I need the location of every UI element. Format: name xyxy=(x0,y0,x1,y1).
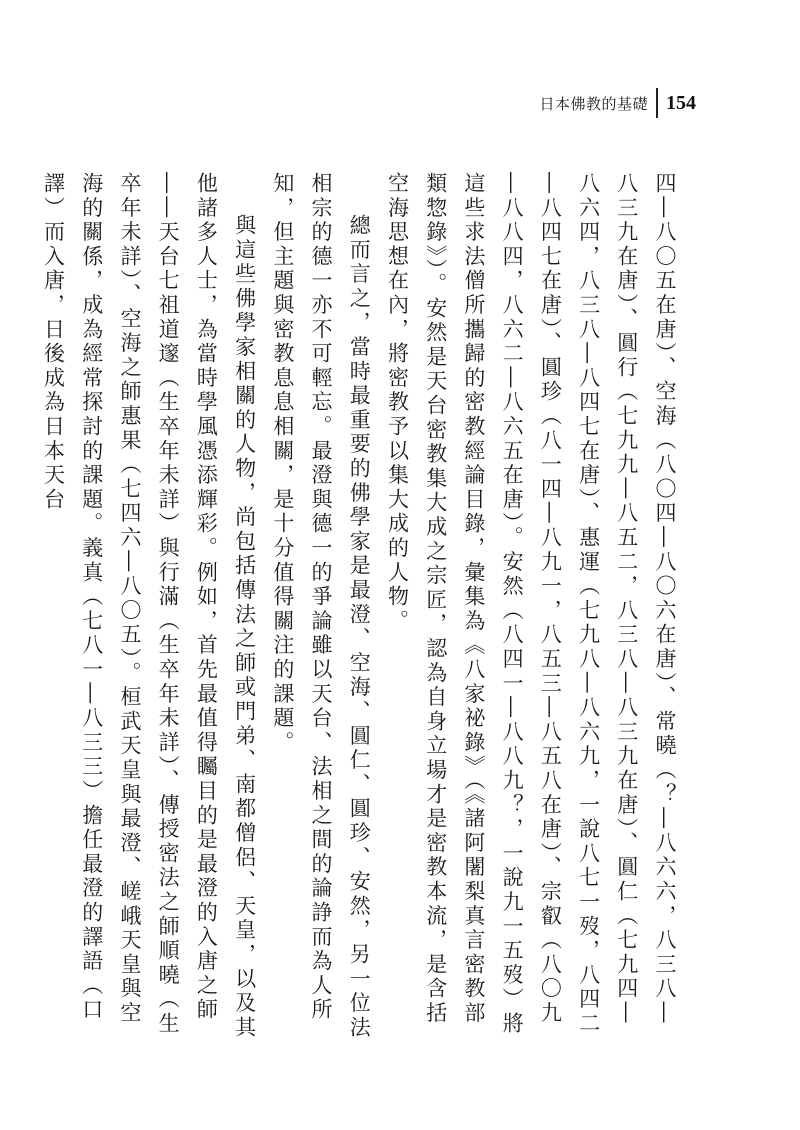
paragraph-2: 總而言之，當時最重要的佛學家是最澄、空海、圓仁、圓珍、安然，另一位法相宗的德一亦不可輕忘。最澄與德一的爭論雖以天台、法相之間的論諍而為人所知，但主題與密教息息相關，是十分值得關注的課題。 xyxy=(270,172,372,1041)
body-text xyxy=(41,172,684,1042)
paragraph-1: 四―八〇五在唐）、空海（八〇四―八〇六在唐）、常曉（？―八六六，八三八―八三九在唐）、圓行（七九九―八五二，八三八―八三九在唐）、圓仁（七九四―八六四，八三八―八四七在唐）、惠運（七九八―八六九，一說八七一歿，八四二―八四七在唐）、圓珍（八一四―八九一，八五三―八五八在唐）、宗叡（八〇九―八八四，八六二―八六五在唐）。安然（八四一―八八九？，一說九一五歿）將這些求法僧所攜歸的密教經論目錄，彙集為《八家祕錄》（《諸阿闍梨真言密教部類惣錄》）。安然是天台密教集大成之宗匠，認為自身立場才是密教本流，是含括空海思想在內，將密教予以集大成的人物。 xyxy=(385,172,677,1037)
paragraph-3: 與這些佛學家相關的人物，尚包括傳法之師或門弟、南都僧侶、天皇，以及其他諸多人士，為當時學風憑添輝彩。例如，首先最值得矚目的是最澄的入唐之師――天台七祖道邃（生卒年未詳）與行滿（生卒年未詳）、傳授密法之師順曉（生卒年未詳）、空海之師惠果（七四六―八〇五）。桓武天皇與最澄、嵯峨天皇與空海的關係，成為經常探討的課題。義真（七八一―八三三）擔任最澄的譯語（口譯）而入唐，日後成為日本天台 xyxy=(41,172,257,1041)
running-header xyxy=(539,88,696,118)
page-number: 154 xyxy=(666,91,696,114)
book-title: 日本佛教的基礎 xyxy=(539,94,648,113)
header-divider xyxy=(656,88,658,118)
